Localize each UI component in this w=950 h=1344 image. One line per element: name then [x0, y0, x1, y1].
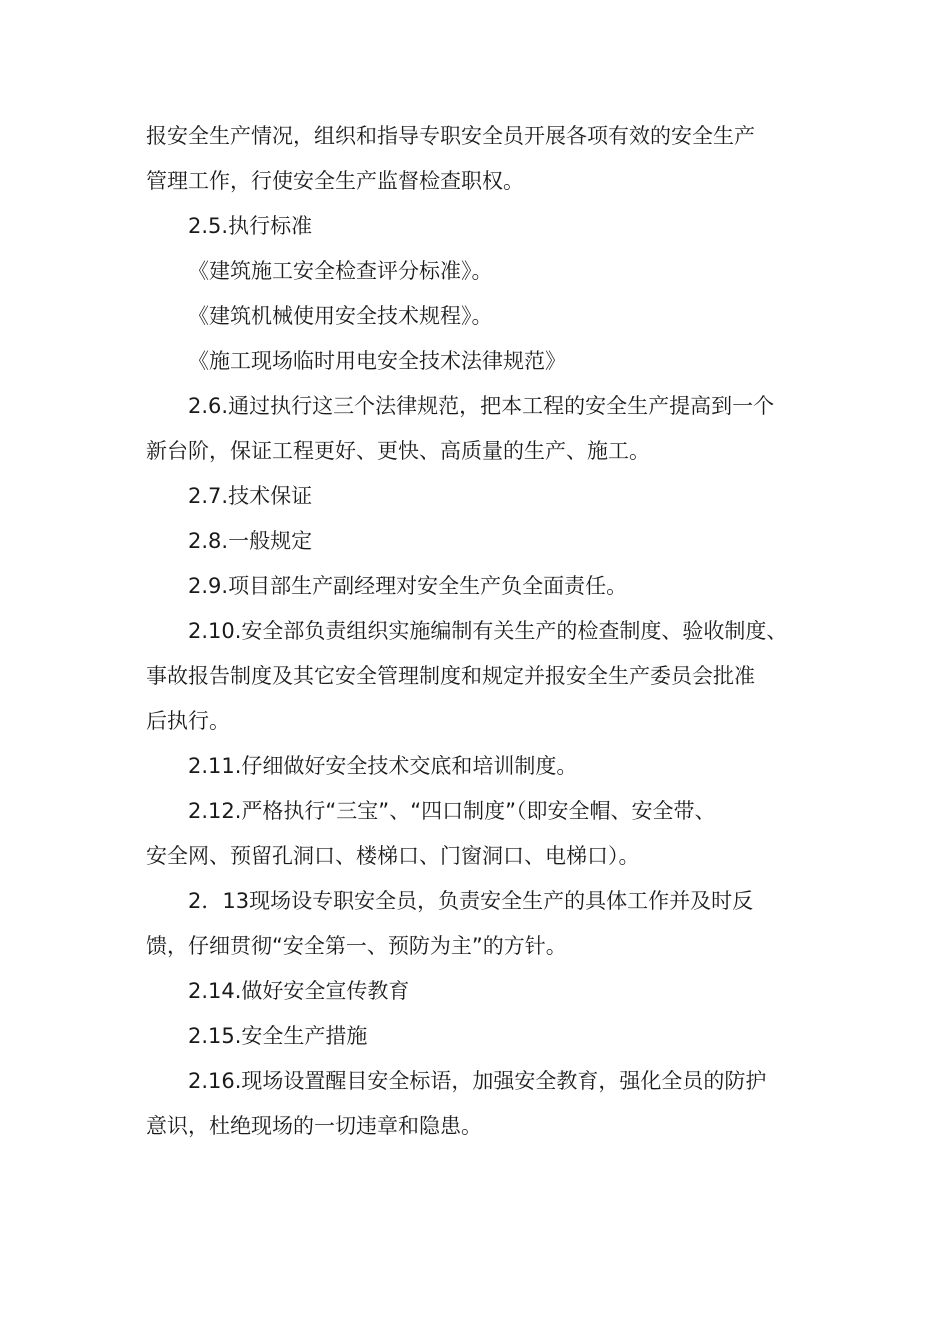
text-line: 2.6.通过执行这三个法律规范，把本工程的安全生产提高到一个 [188, 394, 775, 418]
text-line: 管理工作，行使安全生产监督检查职权。 [146, 169, 524, 193]
text-line: 新台阶，保证工程更好、更快、高质量的生产、施工。 [146, 439, 650, 463]
paragraph [146, 879, 826, 969]
paragraph [146, 1059, 826, 1149]
paragraph [146, 249, 826, 294]
text-line: 2.5.执行标准 [188, 214, 313, 238]
paragraph [146, 744, 826, 789]
paragraph [146, 294, 826, 339]
document-body [146, 114, 826, 1149]
paragraph [146, 564, 826, 609]
text-line: 2.15.安全生产措施 [188, 1024, 368, 1048]
paragraph [146, 474, 826, 519]
paragraph [146, 204, 826, 249]
text-line: 后执行。 [146, 709, 230, 733]
text-line: 2.7.技术保证 [188, 484, 313, 508]
text-line: 意识，杜绝现场的一切违章和隐患。 [146, 1114, 482, 1138]
text-line: 2.9.项目部生产副经理对安全生产负全面责任。 [188, 574, 628, 598]
text-line: 2.10.安全部负责组织实施编制有关生产的检查制度、验收制度、 [188, 619, 788, 643]
paragraph [146, 969, 826, 1014]
text-line: 《建筑机械使用安全技术规程》。 [188, 304, 493, 328]
text-line: 2.11.仔细做好安全技术交底和培训制度。 [188, 754, 578, 778]
text-line: 2.8.一般规定 [188, 529, 313, 553]
text-line: 2.16.现场设置醒目安全标语，加强安全教育，强化全员的防护 [188, 1069, 767, 1093]
text-line: 《施工现场临时用电安全技术法律规范》 [188, 349, 566, 373]
text-line: 馈，仔细贯彻“安全第一、预防为主”的方针。 [146, 934, 567, 958]
paragraph [146, 609, 826, 744]
text-line: 2.12.严格执行“三宝”、“四口制度”（即安全帽、安全带、 [188, 799, 716, 823]
paragraph [146, 1014, 826, 1059]
text-line: 报安全生产情况，组织和指导专职安全员开展各项有效的安全生产 [146, 124, 755, 148]
text-line: 安全网、预留孔洞口、楼梯口、门窗洞口、电梯口）。 [146, 844, 640, 868]
text-line: 2．13现场设专职安全员，负责安全生产的具体工作并及时反 [188, 889, 754, 913]
paragraph [146, 114, 826, 204]
text-line: 《建筑施工安全检查评分标准》。 [188, 259, 493, 283]
paragraph [146, 339, 826, 384]
paragraph [146, 384, 826, 474]
text-line: 事故报告制度及其它安全管理制度和规定并报安全生产委员会批准 [146, 664, 755, 688]
text-line: 2.14.做好安全宣传教育 [188, 979, 410, 1003]
paragraph [146, 789, 826, 879]
paragraph [146, 519, 826, 564]
